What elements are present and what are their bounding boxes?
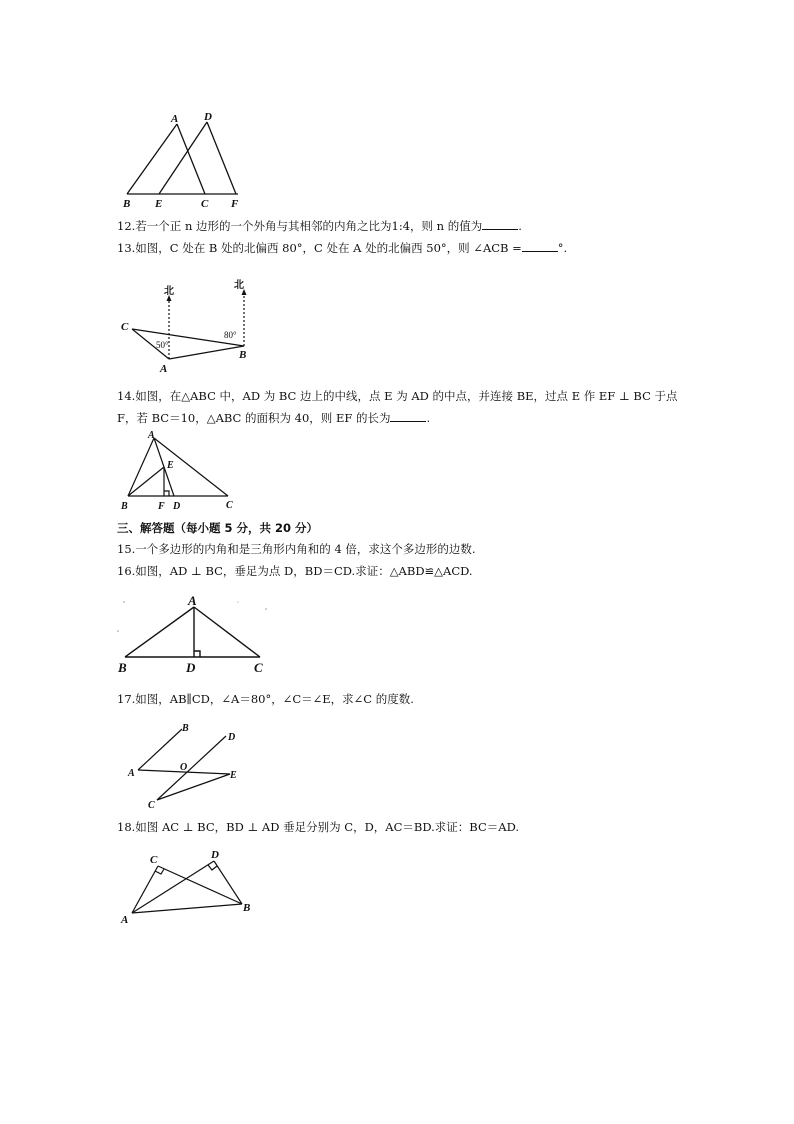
answer-blank[interactable]	[522, 240, 558, 252]
north-label: 北	[164, 286, 174, 297]
label-a: A	[188, 593, 197, 608]
question-14-line-1: 14.如图，在△ABC 中，AD 为 BC 边上的中线，点 E 为 AD 的中点，并连接 BE，过点 E 作 EF ⊥ BC 于点	[117, 389, 678, 403]
figure-parallel-lines	[122, 720, 252, 810]
label-e: E	[155, 198, 163, 210]
question-14: 14.如图，在△ABC 中，AD 为 BC 边上的中线，点 E 为 AD 的中点，并连接 BE，过点 E 作 EF ⊥ BC 于点 F，若 BC＝10，△ABC 的面积为 40，则 EF 的长为 .	[117, 389, 678, 425]
label-a: A	[160, 363, 168, 375]
angle-label-a: 50°	[156, 340, 169, 350]
label-c: C	[121, 321, 129, 333]
label-e: E	[167, 460, 174, 471]
label-d: D	[173, 501, 181, 512]
label-c: C	[201, 198, 209, 210]
label-d: D	[204, 111, 212, 123]
label-a: A	[148, 430, 155, 441]
question-13-text: 13.如图，C 处在 B 处的北偏西 80°，C 处在 A 处的北偏西 50°，则 ∠ACB =	[117, 241, 522, 255]
section-heading: 三、解答题（每小题 5 分，共 20 分）	[117, 521, 319, 535]
figure-triangle-median	[118, 430, 248, 515]
label-c: C	[148, 800, 155, 811]
figure-bearings	[118, 274, 258, 374]
label-b: B	[123, 198, 131, 210]
label-e: E	[230, 770, 237, 781]
label-d: D	[186, 660, 196, 675]
label-c: C	[150, 854, 158, 866]
question-15: 15.一个多边形的内角和是三角形内角和的 4 倍，求这个多边形的边数.	[117, 542, 476, 556]
label-f: F	[158, 501, 165, 512]
label-b: B	[118, 660, 127, 675]
angle-label-b: 80°	[224, 330, 237, 340]
answer-blank[interactable]	[390, 410, 426, 422]
label-c: C	[254, 660, 263, 675]
question-16: 16.如图，AD ⊥ BC，垂足为点 D，BD＝CD.求证：△ABD≌△ACD.	[117, 564, 473, 578]
label-a: A	[121, 914, 129, 926]
label-b: B	[121, 501, 128, 512]
label-b: B	[182, 723, 189, 734]
question-18: 18.如图 AC ⊥ BC，BD ⊥ AD 垂足分别为 C，D，AC＝BD.求证：BC＝AD.	[117, 820, 520, 834]
question-14-line-2: F，若 BC＝10，△ABC 的面积为 40，则 EF 的长为	[117, 411, 391, 425]
label-c: C	[226, 500, 233, 511]
label-b: B	[239, 349, 247, 361]
label-o: O	[180, 762, 188, 773]
question-17: 17.如图，AB∥CD，∠A＝80°，∠C＝∠E，求∠C 的度数.	[117, 692, 414, 706]
question-13: 13.如图，C 处在 B 处的北偏西 80°，C 处在 A 处的北偏西 50°，则 ∠ACB = °.	[117, 241, 568, 255]
label-d: D	[228, 732, 236, 743]
answer-blank[interactable]	[482, 218, 518, 230]
north-label: 北	[234, 280, 244, 291]
figure-isosceles-altitude	[112, 593, 277, 678]
figure-two-triangles	[115, 110, 250, 210]
label-a: A	[128, 768, 135, 779]
label-b: B	[243, 902, 251, 914]
label-d: D	[211, 849, 219, 861]
question-12: 12.若一个正 n 边形的一个外角与其相邻的内角之比为1:4，则 n 的值为 .	[117, 219, 522, 233]
figure-two-right-triangles	[118, 845, 258, 930]
label-a: A	[171, 113, 179, 125]
label-f: F	[231, 198, 239, 210]
question-12-text: 12.若一个正 n 边形的一个外角与其相邻的内角之比为1:4，则 n 的值为	[117, 219, 483, 233]
